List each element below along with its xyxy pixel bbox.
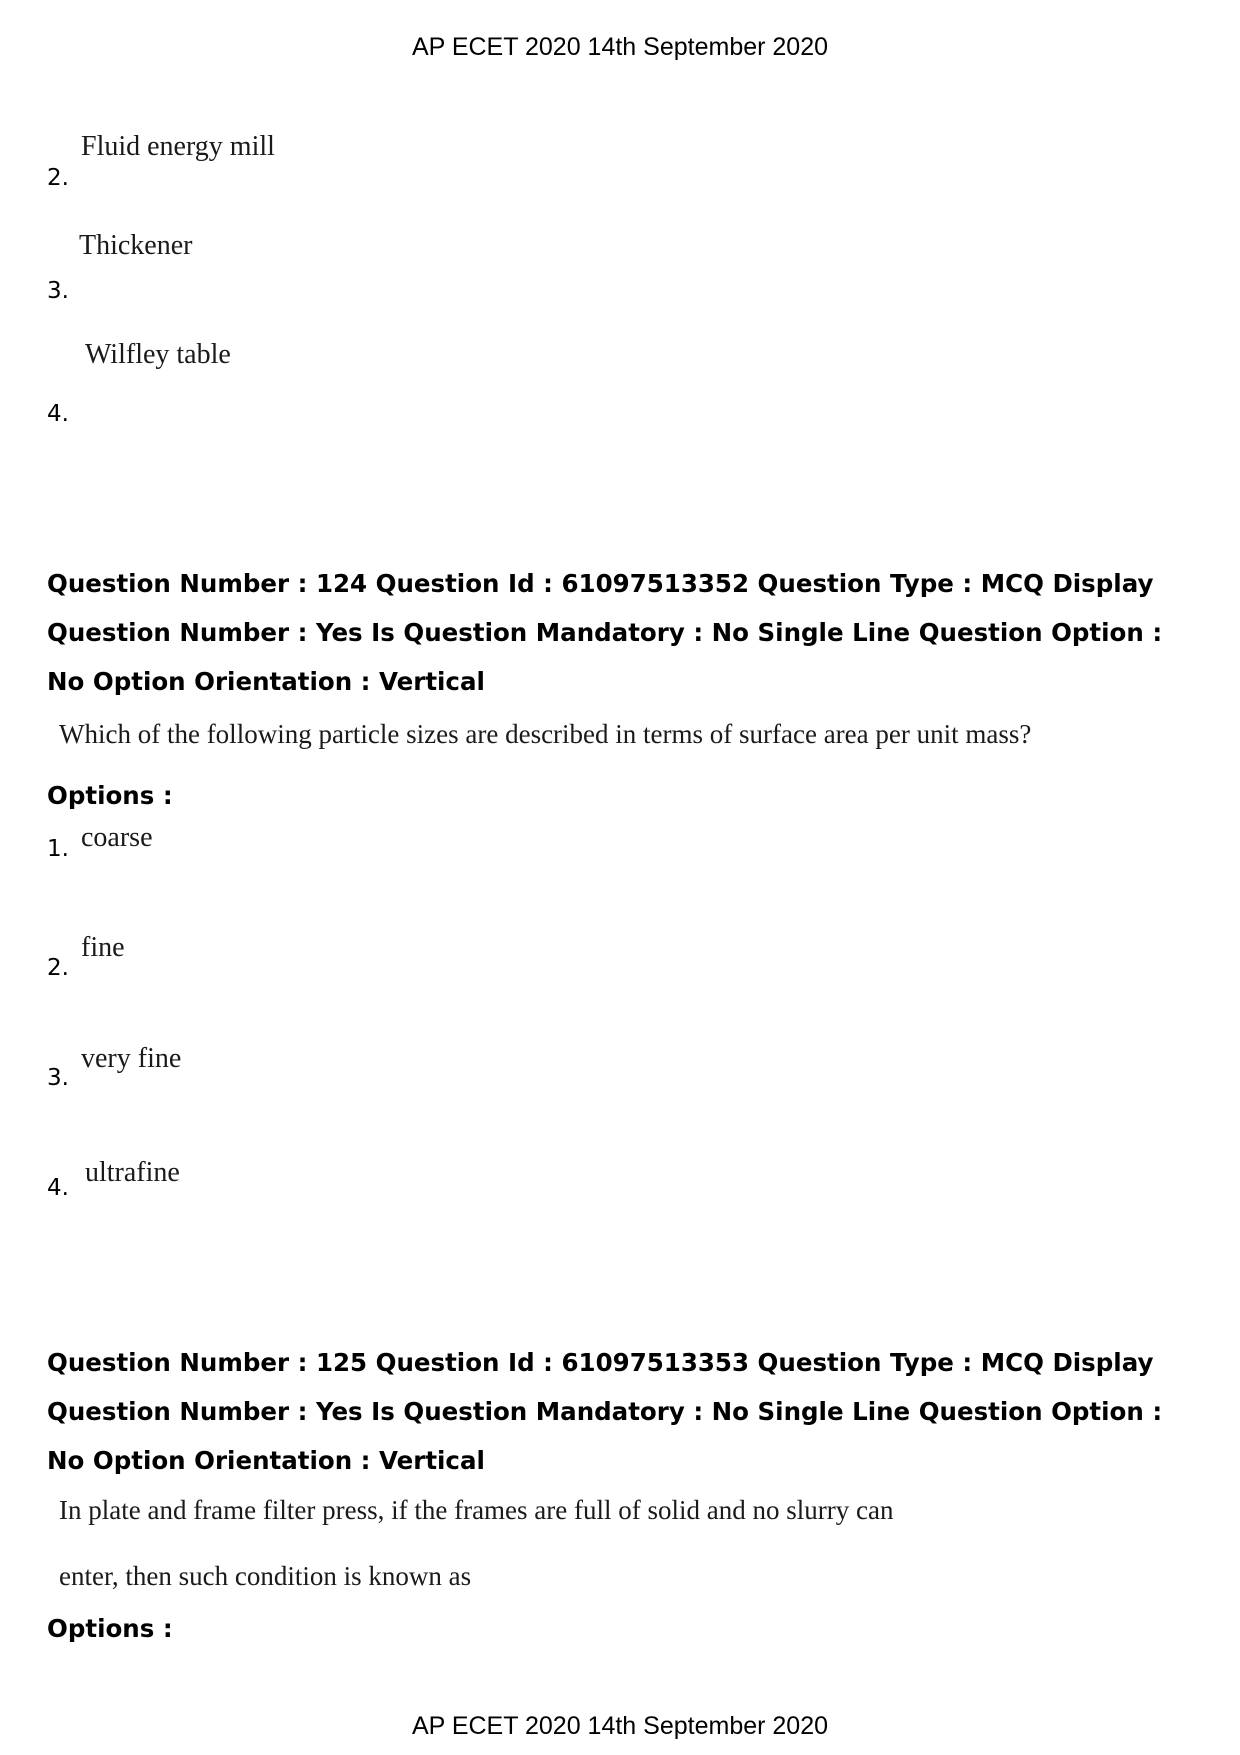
question-125-meta: Question Number : 125 Question Id : 61097513353 Question Type : MCQ Display Question Number : Yes Is Question Mandatory : No Single Line Question Option : No Option Orientation : Vertical [47,1348,1163,1475]
option-text: very fine [81,1043,182,1074]
option-number: 2. [47,165,69,191]
option-number: 1. [47,836,69,862]
option-number: 4. [47,401,69,427]
option-number: 3. [47,1065,69,1091]
q124-option-4 [47,1141,847,1201]
page-header: AP ECET 2020 14th September 2020 [411,33,829,61]
option-number: 4. [47,1175,69,1201]
option-text: ultrafine [85,1157,180,1188]
option-text: fine [81,932,125,963]
q124-option-3 [47,1031,847,1091]
option-text: Thickener [79,230,193,261]
page-footer: AP ECET 2020 14th September 2020 [411,1712,829,1740]
question-125-options-label: Options : [47,1614,173,1643]
prev-option-3 [47,230,847,304]
q124-option-1 [47,802,847,862]
question-124-meta: Question Number : 124 Question Id : 61097513352 Question Type : MCQ Display Question Number : Yes Is Question Mandatory : No Single Line Question Option : No Option Orientation : Vertical [47,569,1163,696]
option-text: Fluid energy mill [81,131,275,162]
prev-option-4 [47,339,847,427]
question-124-options-label: Options : [47,781,173,810]
q124-option-2 [47,921,847,981]
prev-option-2 [47,131,847,191]
question-124-text: Which of the following particle sizes are described in terms of surface area per unit mass? [59,719,1032,749]
option-text: Wilfley table [85,339,231,370]
option-number: 2. [47,955,69,981]
option-text: coarse [81,822,153,853]
question-125-text-line2: enter, then such condition is known as [59,1561,472,1591]
option-number: 3. [47,278,69,304]
question-125-text-line1: In plate and frame filter press, if the frames are full of solid and no slurry can [59,1495,894,1525]
